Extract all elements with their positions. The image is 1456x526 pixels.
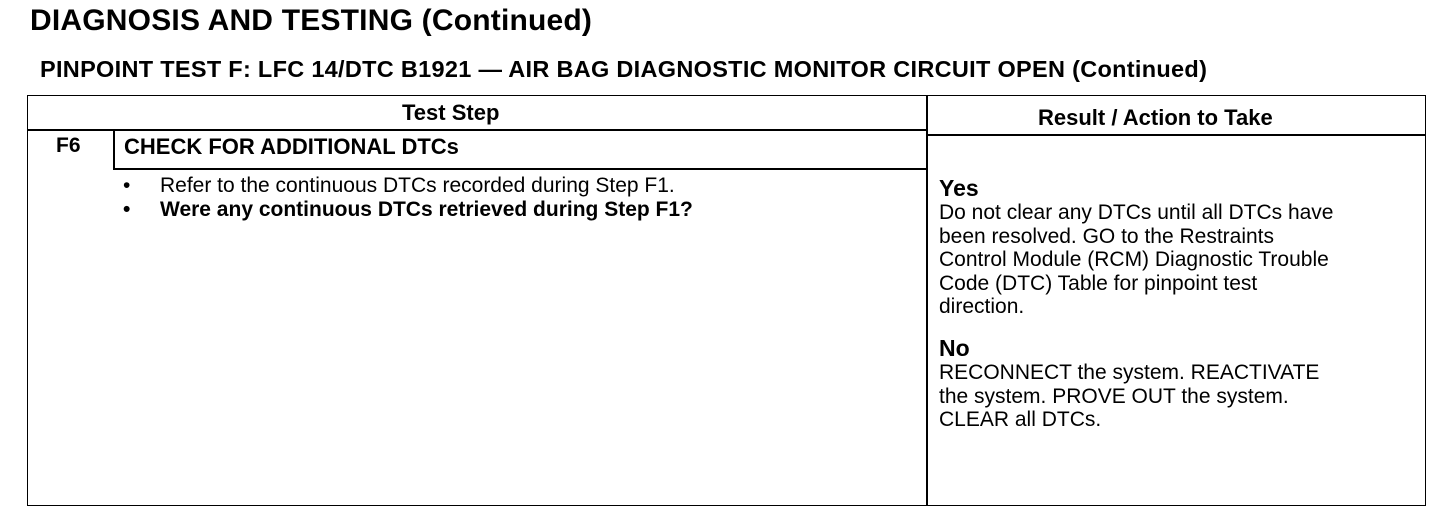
- result-yes: [939, 175, 1429, 319]
- bullet-icon: •: [123, 174, 131, 197]
- instruction-text: Refer to the continuous DTCs recorded during Step F1.: [160, 174, 675, 197]
- result-label-no: No: [939, 335, 970, 361]
- result-no: [939, 335, 1429, 432]
- page-title: DIAGNOSIS AND TESTING (Continued): [30, 4, 593, 37]
- step-title: CHECK FOR ADDITIONAL DTCs: [124, 134, 459, 159]
- list-item: [118, 174, 693, 198]
- column-divider: [926, 96, 928, 506]
- step-id-divider: [113, 130, 115, 170]
- step-row-divider: [115, 168, 926, 170]
- column-header-test-step: Test Step: [402, 100, 500, 125]
- column-header-result: Result / Action to Take: [1038, 105, 1273, 130]
- result-label-yes: Yes: [939, 175, 979, 201]
- result-action-yes: Do not clear any DTCs until all DTCs have been resolved. GO to the Restraints Control Module (RCM) Diagnostic Trouble Code (DTC) Table for pinpoint test direction.: [939, 201, 1334, 318]
- result-action-no: RECONNECT the system. REACTIVATE the system. PROVE OUT the system. CLEAR all DTCs.: [939, 361, 1320, 431]
- step-instructions: [118, 174, 693, 222]
- result-header-divider: [928, 134, 1425, 136]
- list-item: [118, 198, 693, 222]
- bullet-icon: •: [123, 198, 131, 221]
- question-text: Were any continuous DTCs retrieved during Step F1?: [160, 198, 693, 221]
- header-row-divider: [28, 129, 926, 131]
- pinpoint-test-title: PINPOINT TEST F: LFC 14/DTC B1921 — AIR BAG DIAGNOSTIC MONITOR CIRCUIT OPEN (Continued): [40, 56, 1208, 82]
- step-id: F6: [56, 134, 81, 157]
